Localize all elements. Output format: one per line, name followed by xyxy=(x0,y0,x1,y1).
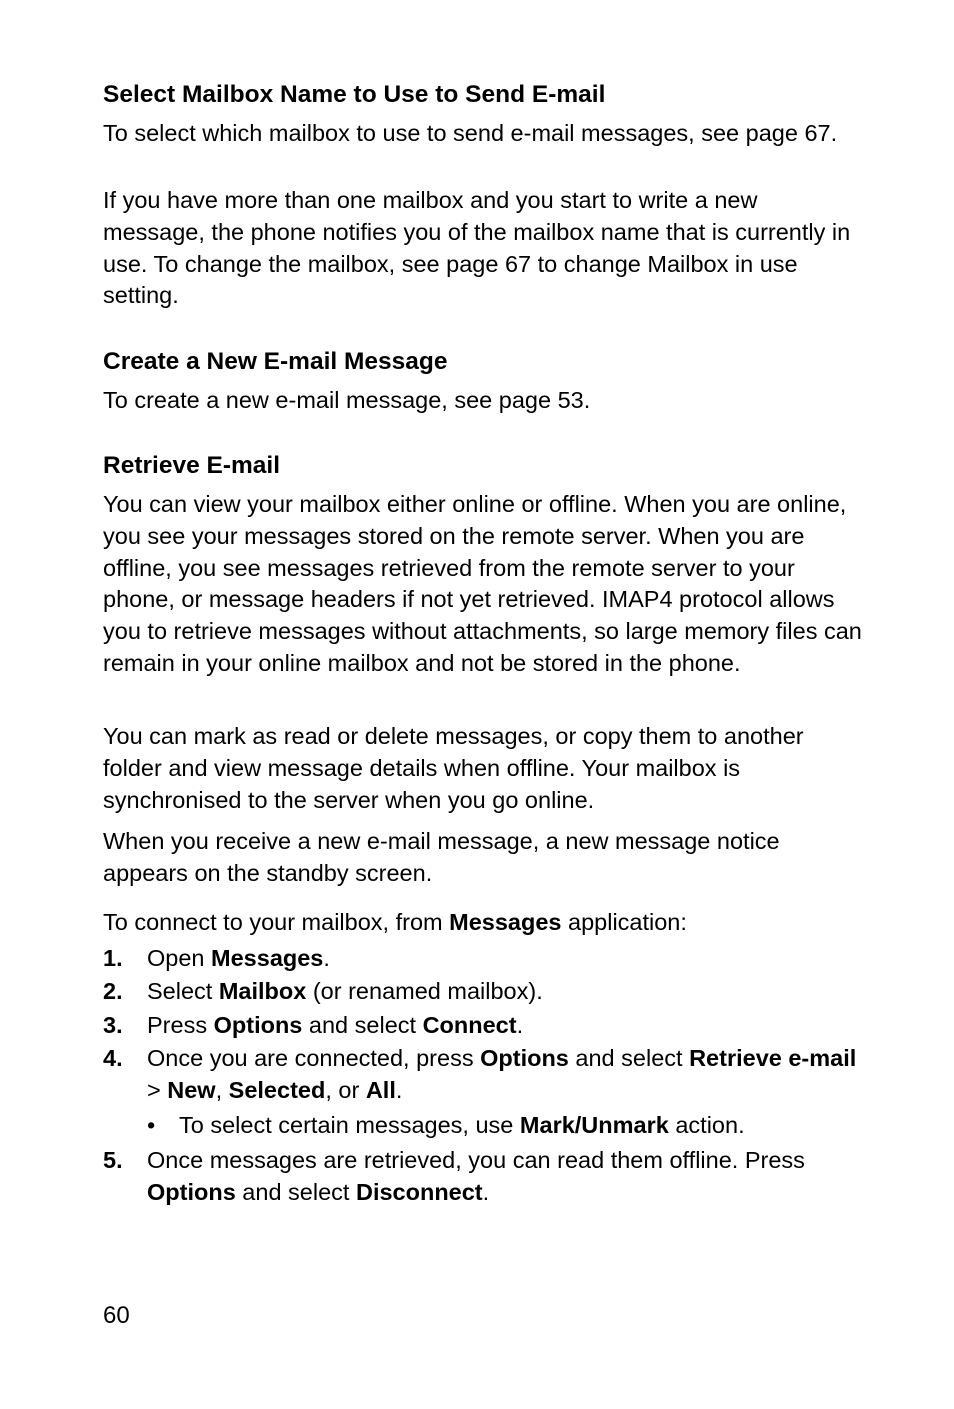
step-number: 5. xyxy=(103,1147,123,1173)
step-number: 1. xyxy=(103,945,123,971)
step-text xyxy=(147,975,863,1007)
step-4 xyxy=(103,1042,863,1106)
connect-intro-after: application: xyxy=(561,909,687,935)
heading-retrieve-email: Retrieve E-mail xyxy=(103,452,281,479)
step-text xyxy=(147,1042,863,1106)
text-run: (or renamed mailbox). xyxy=(306,978,543,1004)
paragraph-select-mailbox-2: If you have more than one mailbox and you start to write a new message, the phone notifies you of the mailbox name that is currently in use. To change the mailbox, see page 67 to change Mailbox in use setting. xyxy=(103,187,851,309)
step-4-bullet xyxy=(147,1109,863,1141)
text-run: and select xyxy=(235,1179,356,1205)
text-run: Open xyxy=(147,945,212,971)
text-run: , xyxy=(215,1077,229,1103)
paragraph-select-mailbox-1: To select which mailbox to use to send e-mail messages, see page 67. xyxy=(103,120,838,146)
bold-term: Options xyxy=(147,1179,236,1205)
bullet-text xyxy=(179,1109,863,1141)
paragraph-retrieve-2: You can mark as read or delete messages, or copy them to another folder and view message details when offline. Your mailbox is synchronised to the server when you go online. xyxy=(103,723,804,813)
text-run: . xyxy=(323,945,330,971)
paragraph-create-message: To create a new e-mail message, see page 53. xyxy=(103,387,591,413)
text-run: . xyxy=(516,1012,524,1038)
connect-intro-before: To connect to your mailbox, from xyxy=(103,909,450,935)
connect-intro xyxy=(103,907,863,939)
bold-term: New xyxy=(167,1077,216,1103)
connect-intro-bold: Messages xyxy=(449,909,562,935)
paragraph-retrieve-3: When you receive a new e-mail message, a new message notice appears on the standby screen. xyxy=(103,828,780,886)
step-1 xyxy=(103,942,863,974)
text-run: Once you are connected, press xyxy=(147,1045,481,1071)
heading-select-mailbox: Select Mailbox Name to Use to Send E-mail xyxy=(103,81,606,108)
step-5 xyxy=(103,1144,863,1208)
text-run: Press xyxy=(147,1012,214,1038)
step-number: 4. xyxy=(103,1045,123,1071)
text-run: and select xyxy=(568,1045,690,1071)
bold-term: Mark/Unmark xyxy=(519,1112,669,1138)
step-number: 3. xyxy=(103,1012,123,1038)
text-run: . xyxy=(395,1077,403,1103)
step-text xyxy=(147,942,863,974)
bold-term: Selected xyxy=(228,1077,326,1103)
text-run: , or xyxy=(325,1077,366,1103)
step-3 xyxy=(103,1009,863,1041)
step-text xyxy=(147,1009,863,1041)
bold-term: Options xyxy=(480,1045,569,1071)
heading-create-message: Create a New E-mail Message xyxy=(103,348,448,375)
step-2 xyxy=(103,975,863,1007)
paragraph-retrieve-1: You can view your mailbox either online or offline. When you are online, you see your messages stored on the remote server. When you are offline, you see messages retrieved from the remote server to your phone, or message headers if not yet retrieved. IMAP4 protocol allows you to retrieve messages without attachments, so large memory files can remain in your online mailbox and not be stored in the phone. xyxy=(103,491,862,676)
bold-term: All xyxy=(365,1077,396,1103)
text-run: and select xyxy=(302,1012,423,1038)
bold-term: Messages xyxy=(211,945,324,971)
text-run: action. xyxy=(668,1112,745,1138)
text-run: To select certain messages, use xyxy=(179,1112,520,1138)
step-text xyxy=(147,1144,863,1208)
step-number: 2. xyxy=(103,978,123,1004)
text-run: . xyxy=(482,1179,490,1205)
bullet-dot: • xyxy=(147,1112,156,1138)
bold-term: Options xyxy=(213,1012,303,1038)
bold-term: Mailbox xyxy=(218,978,307,1004)
bold-term: Retrieve e-mail xyxy=(689,1045,857,1071)
bold-term: Disconnect xyxy=(355,1179,483,1205)
text-run: Select xyxy=(147,978,219,1004)
page-number: 60 xyxy=(103,1302,130,1329)
bold-term: Connect xyxy=(422,1012,517,1038)
text-run: > xyxy=(147,1077,168,1103)
text-run: Once messages are retrieved, you can read them offline. Press xyxy=(147,1147,805,1173)
